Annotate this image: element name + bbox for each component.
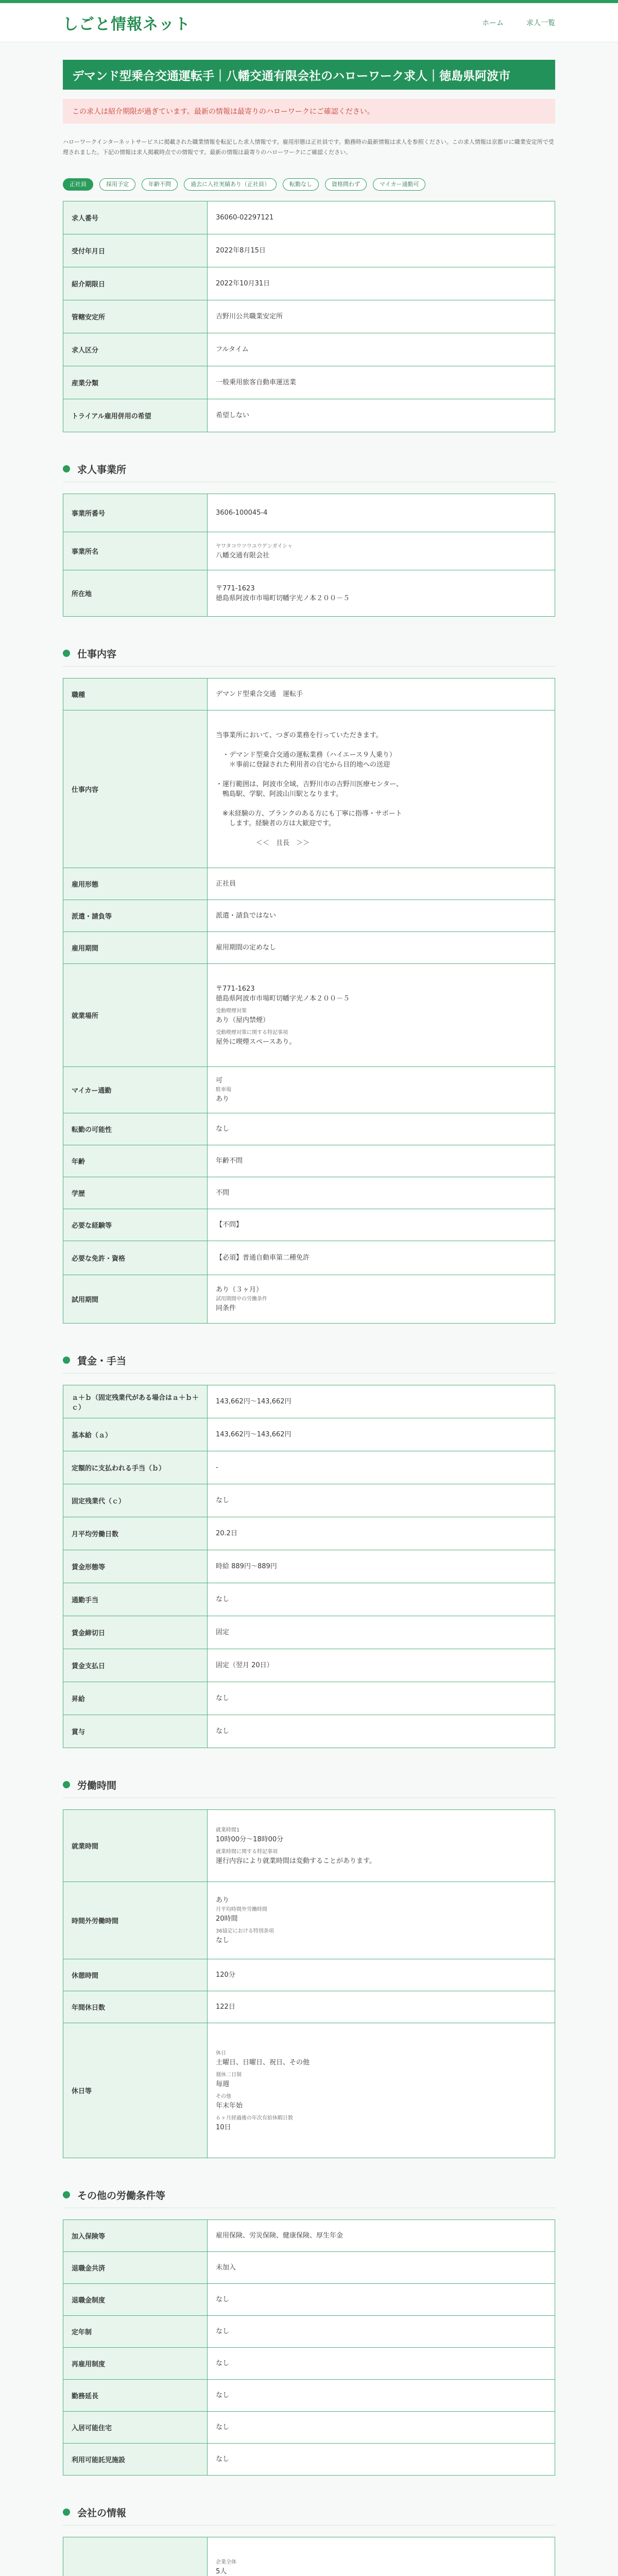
row-label: 学歴 xyxy=(63,1177,208,1209)
row-value: 2022年10月31日 xyxy=(208,267,555,300)
row-value: 3606-100045-4 xyxy=(208,494,555,532)
row-value: 一般乗用旅客自動車運送業 xyxy=(208,366,555,399)
page-title: デマンド型乗合交通運転手｜八幡交通有限会社のハローワーク求人｜徳島県阿波市 xyxy=(63,60,555,90)
header-nav xyxy=(482,18,555,28)
hours-table xyxy=(63,1809,555,2158)
row-label: 求人番号 xyxy=(63,201,208,234)
section-dot-icon xyxy=(63,1781,70,1788)
row-value: なし xyxy=(208,1715,555,1748)
row-value: 5人 xyxy=(216,2567,227,2575)
tag-item: 資格問わず xyxy=(325,178,367,191)
row-value: なし xyxy=(208,2348,555,2380)
job-desc-line: ＊事前に登録された利用者の自宅から目的地への送迎 xyxy=(216,760,390,769)
row-label xyxy=(63,2537,208,2576)
row-subtext: 休日 xyxy=(216,2050,226,2056)
row-label: 求人区分 xyxy=(63,333,208,366)
row-label: 定年制 xyxy=(63,2316,208,2348)
intro-text: ハローワークインターネットサービスに掲載された職業情報を転記した求人情報です。雇用形態は正社員です。勤務時の最新情報は求人を参照ください。この求人情報は京都ロに職業安定所で受理されました。下記の情報は求人掲載時点での情報です。最新の情報は最寄りのハローワークにご確認ください。 xyxy=(63,139,554,156)
row-value-line: 〒771-1623 xyxy=(216,985,255,993)
job-section xyxy=(63,646,555,1324)
row-label: 転勤の可能性 xyxy=(63,1113,208,1145)
row-value: あり xyxy=(216,1896,230,1904)
row-label: 事業所名 xyxy=(63,532,208,570)
row-value: あり（３ヶ月） xyxy=(216,1286,263,1294)
row-value: なし xyxy=(208,1583,555,1616)
job-desc-line xyxy=(216,770,546,779)
row-label: 必要な免許・資格 xyxy=(63,1241,208,1275)
row-label: 年齢 xyxy=(63,1145,208,1177)
row-subtext: 就業時間1 xyxy=(216,1827,240,1833)
section-title: 会社の情報 xyxy=(77,2507,127,2519)
tag-item: 過去に入社実績あり（正社員） xyxy=(184,178,277,191)
site-title[interactable]: しごと情報ネット xyxy=(63,15,191,33)
job-desc-line: ※未経験の方、ブランクのある方にも丁寧に指導・サポート xyxy=(216,809,402,818)
row-value: なし xyxy=(208,2412,555,2444)
row-value-line: 〒771-1623 xyxy=(216,584,255,592)
row-label: 紹介期限日 xyxy=(63,267,208,300)
row-value: 2022年8月15日 xyxy=(208,234,555,267)
row-label: 賃金締切日 xyxy=(63,1616,208,1649)
row-value: 【不問】 xyxy=(208,1209,555,1241)
site-header xyxy=(0,3,618,42)
row-label: 昇給 xyxy=(63,1682,208,1715)
row-value: 122日 xyxy=(208,1991,555,2023)
row-value-line: 10日 xyxy=(216,2123,231,2131)
row-value: なし xyxy=(208,1484,555,1517)
row-subtext: 週休二日制 xyxy=(216,2072,242,2078)
row-label: 休憩時間 xyxy=(63,1959,208,1991)
row-value: なし xyxy=(208,1682,555,1715)
job-desc-line xyxy=(216,799,546,809)
expired-notice: この求人は紹介期限が過ぎています。最新の情報は最寄りのハローワークにご確認ください。 xyxy=(63,99,555,124)
row-value: - xyxy=(208,1451,555,1484)
row-label: 所在地 xyxy=(63,570,208,617)
tag-item: 転勤なし xyxy=(283,178,319,191)
section-divider xyxy=(63,2525,555,2526)
row-value-line: なし xyxy=(216,1937,230,1944)
row-label: 利用可能託児施設 xyxy=(63,2444,208,2476)
nav-home-link[interactable]: ホーム xyxy=(482,19,504,27)
row-subtext: 就業時間に関する特記事項 xyxy=(216,1849,278,1855)
section-title: 仕事内容 xyxy=(77,648,117,660)
row-label: ａ＋ｂ（固定残業代がある場合はａ＋ｂ＋ｃ） xyxy=(63,1385,208,1418)
row-value: 正社員 xyxy=(208,868,555,900)
row-label: 固定残業代（ｃ） xyxy=(63,1484,208,1517)
row-value: 20.2日 xyxy=(208,1517,555,1550)
row-value: なし xyxy=(208,1113,555,1145)
job-desc-line: ・デマンド型乗合交通の運転業務（ハイエース９人乗り） xyxy=(216,751,396,759)
row-label: 就業時間 xyxy=(63,1810,208,1882)
row-value-line: 毎週 xyxy=(216,2080,230,2088)
row-subtext: ６ヶ月経過後の年次有給休暇日数 xyxy=(216,2115,293,2121)
row-label: 時間外労働時間 xyxy=(63,1882,208,1959)
row-label: トライアル雇用併用の希望 xyxy=(63,399,208,432)
row-subtext: 受動喫煙対策に関する特記事項 xyxy=(216,1029,288,1036)
wage-table xyxy=(63,1385,555,1748)
wage-section xyxy=(63,1352,555,1748)
row-value: 八幡交通有限会社 xyxy=(216,551,270,560)
row-subtext: 試用期間中の労働条件 xyxy=(216,1296,267,1302)
row-value: 派遣・請負ではない xyxy=(208,900,555,932)
row-value-line: 20時間 xyxy=(216,1915,238,1923)
row-subtext: 36協定における特別条項 xyxy=(216,1928,274,1934)
section-title: 賃金・手当 xyxy=(77,1355,127,1367)
other-conditions-section xyxy=(63,2187,555,2476)
row-value: 固定（翌月 20日） xyxy=(208,1649,555,1682)
section-divider xyxy=(63,666,555,667)
section-dot-icon xyxy=(63,2191,70,2198)
section-dot-icon xyxy=(63,2509,70,2516)
job-desc-line: します。経験者の方は大歓迎です。 xyxy=(216,819,335,827)
row-value: フルタイム xyxy=(208,333,555,366)
row-label: 退職金共済 xyxy=(63,2252,208,2284)
company-section xyxy=(63,2504,555,2576)
main-content xyxy=(63,42,555,2576)
section-title: 求人事業所 xyxy=(77,464,127,476)
row-value: 固定 xyxy=(208,1616,555,1649)
job-desc-line: ・運行範囲は、阿波市全域、吉野川市の吉野川医療センター、 xyxy=(216,780,403,788)
section-dot-icon xyxy=(63,465,70,472)
row-value: 吉野川公共職業安定所 xyxy=(208,300,555,333)
row-value-line: 徳島県阿波市市場町切幡字光ノ本２００－５ xyxy=(216,994,350,1003)
section-dot-icon xyxy=(63,1357,70,1364)
nav-job-list-link[interactable]: 求人一覧 xyxy=(526,19,555,27)
row-value: なし xyxy=(208,2444,555,2476)
row-value: 120分 xyxy=(208,1959,555,1991)
row-label: 基本給（ａ） xyxy=(63,1418,208,1451)
section-title: その他の労働条件等 xyxy=(77,2190,166,2201)
row-value: 時給 889円〜889円 xyxy=(208,1550,555,1583)
tag-list xyxy=(63,178,555,191)
row-label: 管轄安定所 xyxy=(63,300,208,333)
employer-table xyxy=(63,494,555,617)
job-desc-line: 鴨島駅、学駅、阿波山川駅となります。 xyxy=(216,790,342,798)
basic-info-table xyxy=(63,201,555,432)
row-value: 【必須】普通自動車第二種免許 xyxy=(208,1241,555,1275)
row-label: 年間休日数 xyxy=(63,1991,208,2023)
row-value-line: 年末年始 xyxy=(216,2102,243,2110)
job-desc-line xyxy=(216,828,546,838)
row-label: 休日等 xyxy=(63,2023,208,2158)
row-value: なし xyxy=(208,2316,555,2348)
row-value: 土曜日、日曜日、祝日、その他 xyxy=(216,2058,310,2066)
row-label: マイカー通勤 xyxy=(63,1067,208,1113)
row-subtext: 月平均時間外労働時間 xyxy=(216,1907,267,1912)
row-value: なし xyxy=(208,2380,555,2412)
section-dot-icon xyxy=(63,650,70,657)
row-label: 試用期間 xyxy=(63,1275,208,1324)
row-label: 就業場所 xyxy=(63,964,208,1067)
row-value-line: 同条件 xyxy=(216,1304,236,1312)
row-subtext: 受動喫煙対策 xyxy=(216,1008,247,1014)
row-value-line: 屋外に喫煙スペースあり。 xyxy=(216,1038,296,1046)
row-subtext: 企業全体 xyxy=(216,2559,236,2565)
row-label: 入居可能住宅 xyxy=(63,2412,208,2444)
row-value-line: あり xyxy=(216,1095,230,1103)
row-label: 定額的に支払われる手当（ｂ） xyxy=(63,1451,208,1484)
row-label: 賃金支払日 xyxy=(63,1649,208,1682)
row-label: 勤務延長 xyxy=(63,2380,208,2412)
row-label: 雇用形態 xyxy=(63,868,208,900)
row-value-line: 運行内容により就業時間は変動することがあります。 xyxy=(216,1857,376,1865)
row-value: 雇用期間の定めなし xyxy=(208,932,555,964)
row-label: 仕事内容 xyxy=(63,710,208,868)
row-label: 加入保険等 xyxy=(63,2220,208,2252)
job-table xyxy=(63,678,555,1324)
row-value: 未加入 xyxy=(208,2252,555,2284)
row-label: 職種 xyxy=(63,679,208,710)
row-label: 事業所番号 xyxy=(63,494,208,532)
row-value: 可 xyxy=(216,1077,223,1084)
row-label: 派遣・請負等 xyxy=(63,900,208,932)
row-value: 10時00分〜18時00分 xyxy=(216,1835,284,1843)
employer-section xyxy=(63,461,555,617)
row-value: デマンド型乗合交通 運転手 xyxy=(208,679,555,710)
section-divider xyxy=(63,1373,555,1374)
row-label: 通勤手当 xyxy=(63,1583,208,1616)
row-value: 雇用保険、労災保険、健康保険、厚生年金 xyxy=(208,2220,555,2252)
row-value: 36060-02297121 xyxy=(208,201,555,234)
tag-item: 採用予定 xyxy=(99,178,135,191)
row-label: 賃金形態等 xyxy=(63,1550,208,1583)
job-desc-line xyxy=(216,740,546,750)
row-label: 賞与 xyxy=(63,1715,208,1748)
row-subtext: ヤワタコウツウユウゲンガイシャ xyxy=(216,543,293,549)
tag-item: 年齢不問 xyxy=(142,178,178,191)
job-desc-line: ＜＜ 且長 ＞＞ xyxy=(216,839,310,847)
section-title: 労働時間 xyxy=(77,1780,117,1791)
row-value: 143,662円〜143,662円 xyxy=(208,1385,555,1418)
row-value: 不問 xyxy=(208,1177,555,1209)
row-label: 必要な経験等 xyxy=(63,1209,208,1241)
row-label: 受付年月日 xyxy=(63,234,208,267)
row-label: 月平均労働日数 xyxy=(63,1517,208,1550)
tag-item: マイカー通勤可 xyxy=(373,178,425,191)
other-conditions-table xyxy=(63,2219,555,2476)
row-value: 希望しない xyxy=(208,399,555,432)
row-value: 143,662円〜143,662円 xyxy=(208,1418,555,1451)
row-value: なし xyxy=(208,2284,555,2316)
row-value-line: 徳島県阿波市市場町切幡字光ノ本２００－５ xyxy=(216,594,350,602)
row-label: 再雇用制度 xyxy=(63,2348,208,2380)
row-label: 雇用期間 xyxy=(63,932,208,964)
tag-item: 正社員 xyxy=(63,178,93,191)
row-subtext: その他 xyxy=(216,2093,231,2099)
row-value-line: あり（屋内禁煙） xyxy=(216,1016,270,1024)
row-value: 年齢不問 xyxy=(208,1145,555,1177)
job-desc-line: 当事業所において、つぎの業務を行っていただきます。 xyxy=(216,731,383,739)
company-table xyxy=(63,2537,555,2576)
row-label: 産業分類 xyxy=(63,366,208,399)
hours-section xyxy=(63,1777,555,2158)
row-subtext: 駐車場 xyxy=(216,1087,231,1093)
row-label: 退職金制度 xyxy=(63,2284,208,2316)
